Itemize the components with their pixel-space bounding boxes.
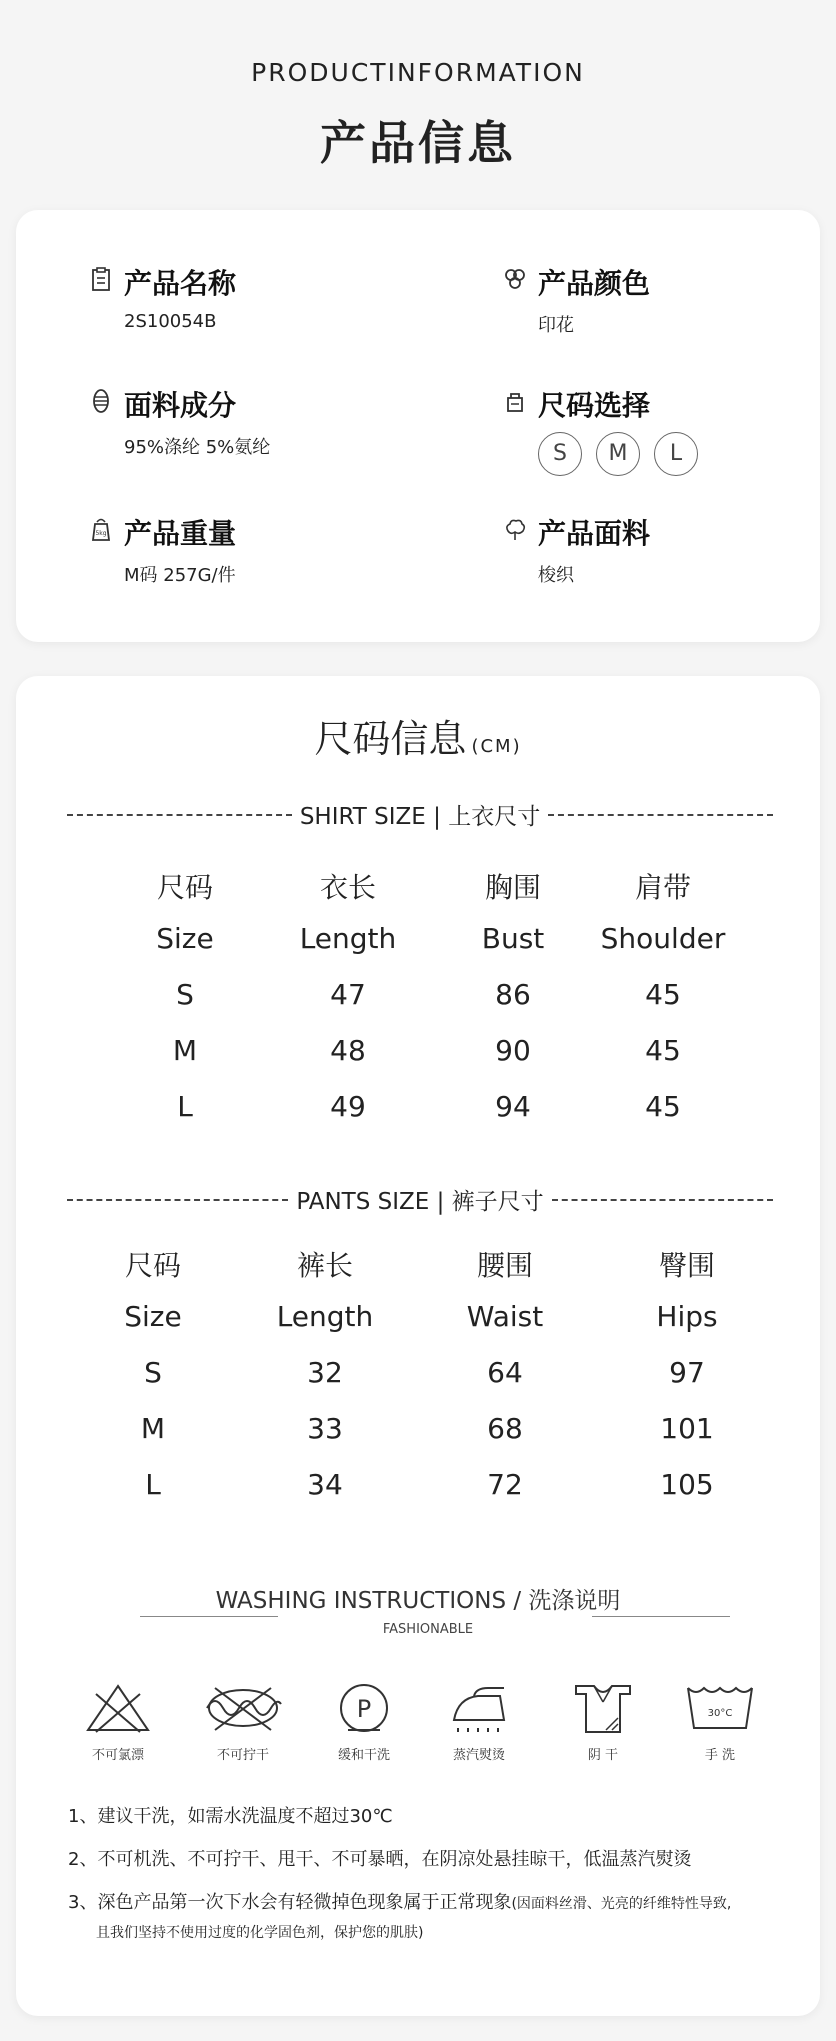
hand-wash-icon xyxy=(684,1680,756,1736)
size-info-title-text: 尺码信息 xyxy=(314,717,467,761)
table-cell: S xyxy=(176,978,194,1011)
wash-label: 缓和干洗 xyxy=(337,1748,390,1763)
table-cell: M xyxy=(140,1412,166,1445)
table-header-cn: 腰围 xyxy=(476,1249,533,1282)
table-header-cn: 肩带 xyxy=(634,871,691,904)
table-cell: 32 xyxy=(307,1356,343,1389)
size-info-title xyxy=(0,708,836,763)
weight-icon xyxy=(88,516,114,542)
dry-clean-icon xyxy=(336,1680,392,1736)
table-cell: 64 xyxy=(487,1356,523,1389)
table-cell: 49 xyxy=(330,1090,366,1123)
attr-fabric-value: 95%涤纶 5%氨纶 xyxy=(124,437,271,458)
attr-material-label: 产品面料 xyxy=(538,517,651,550)
attr-weight-label: 产品重量 xyxy=(124,517,237,550)
product-info-card xyxy=(16,210,820,642)
table-cell: M xyxy=(172,1034,198,1067)
table-cell: 72 xyxy=(487,1468,523,1501)
washing-title-rule-right xyxy=(592,1616,730,1617)
cotton-icon xyxy=(502,516,528,542)
svg-text:5kg: 5kg xyxy=(95,530,107,537)
attr-color-label: 产品颜色 xyxy=(538,267,651,300)
table-header-cn: 臀围 xyxy=(658,1249,715,1282)
table-header-cn: 胸围 xyxy=(484,871,541,904)
size-info-unit: (CM) xyxy=(471,736,522,757)
table-cell: 97 xyxy=(669,1356,705,1389)
wash-label: 不可氯漂 xyxy=(91,1748,144,1763)
page-title: 产品信息 xyxy=(320,116,516,170)
care-note-3 xyxy=(68,1888,788,1919)
attr-weight-value: M码 257G/件 xyxy=(124,565,236,586)
wash-item-no-bleach xyxy=(63,1680,173,1763)
table-cell: 94 xyxy=(495,1090,531,1123)
wash-item-no-wring xyxy=(188,1680,298,1763)
table-cell: 68 xyxy=(487,1412,523,1445)
table-header-cn: 尺码 xyxy=(124,1249,181,1282)
wash-item-steam-iron xyxy=(424,1680,534,1763)
table-header-cn: 尺码 xyxy=(156,871,213,904)
shirt-size-heading-text: SHIRT SIZE | 上衣尺寸 xyxy=(299,804,541,830)
table-header-en: Hips xyxy=(656,1300,718,1333)
table-header-en: Size xyxy=(156,922,214,955)
shade-dry-icon xyxy=(570,1680,636,1736)
care-note-2: 2、不可机洗、不可拧干、甩干、不可暴晒，在阴凉处悬挂晾干，低温蒸汽熨烫 xyxy=(68,1849,692,1870)
english-title: PRODUCTINFORMATION xyxy=(251,58,585,87)
care-note-3-continued: 且我们坚持不使用过度的化学固色剂，保护您的肌肤) xyxy=(96,1925,424,1941)
palette-icon xyxy=(502,266,528,292)
clipboard-icon xyxy=(88,266,114,292)
table-header-cn: 衣长 xyxy=(319,871,376,904)
washing-title: WASHING INSTRUCTIONS / 洗涤说明 xyxy=(215,1588,621,1614)
table-header-en: Waist xyxy=(466,1300,544,1333)
care-note-3-main: 3、深色产品第一次下水会有轻微掉色现象属于正常现象 xyxy=(68,1892,512,1913)
svg-text:P: P xyxy=(356,1695,372,1723)
table-header-en: Shoulder xyxy=(600,922,726,955)
wash-label: 不可拧干 xyxy=(216,1748,269,1763)
table-cell: 34 xyxy=(307,1468,343,1501)
washing-subtitle: FASHIONABLE xyxy=(382,1622,474,1637)
steam-iron-icon xyxy=(444,1680,514,1736)
wash-item-dry-clean xyxy=(309,1680,419,1763)
attr-fabric-label: 面料成分 xyxy=(124,389,237,422)
size-option-s[interactable]: S xyxy=(538,432,582,476)
washing-title-rule-left xyxy=(140,1616,278,1617)
care-note-1: 1、建议干洗，如需水洗温度不超过30℃ xyxy=(68,1806,393,1827)
table-header-en: Bust xyxy=(481,922,545,955)
table-cell: 45 xyxy=(645,1034,681,1067)
table-header-en: Size xyxy=(124,1300,182,1333)
table-header-en: Length xyxy=(276,1300,374,1333)
table-header-cn: 裤长 xyxy=(296,1249,353,1282)
pants-size-heading xyxy=(67,1183,773,1216)
table-cell: 90 xyxy=(495,1034,531,1067)
table-cell: 105 xyxy=(660,1468,714,1501)
wash-item-hand-wash xyxy=(665,1680,775,1763)
attr-size-label: 尺码选择 xyxy=(538,389,651,422)
no-bleach-icon xyxy=(82,1680,154,1736)
wash-label: 阴 干 xyxy=(587,1748,619,1763)
table-cell: L xyxy=(145,1468,161,1501)
table-cell: S xyxy=(144,1356,162,1389)
hand-wash-temp: 30°C xyxy=(707,1708,733,1719)
table-cell: 45 xyxy=(645,1090,681,1123)
care-note-3-detail: (因面料丝滑、光亮的纤维特性导致, xyxy=(511,1896,732,1912)
wash-label: 蒸汽熨烫 xyxy=(452,1748,505,1763)
attr-name-label: 产品名称 xyxy=(124,267,237,300)
size-tag-icon xyxy=(502,388,528,414)
attr-material-value: 梭织 xyxy=(538,565,574,586)
wash-label: 手 洗 xyxy=(704,1748,736,1763)
table-header-en: Length xyxy=(299,922,397,955)
size-option-l[interactable]: L xyxy=(654,432,698,476)
attr-color-value: 印花 xyxy=(538,315,574,336)
table-cell: 48 xyxy=(330,1034,366,1067)
size-option-m[interactable]: M xyxy=(596,432,640,476)
no-wring-icon xyxy=(201,1680,285,1736)
table-cell: 101 xyxy=(660,1412,714,1445)
table-cell: 47 xyxy=(330,978,366,1011)
table-cell: L xyxy=(177,1090,193,1123)
table-cell: 86 xyxy=(495,978,531,1011)
pants-size-heading-text: PANTS SIZE | 裤子尺寸 xyxy=(296,1189,544,1215)
attr-name-value: 2S10054B xyxy=(124,311,217,332)
table-cell: 45 xyxy=(645,978,681,1011)
table-cell: 33 xyxy=(307,1412,343,1445)
wash-item-shade-dry xyxy=(548,1680,658,1763)
shirt-size-heading xyxy=(67,798,773,831)
yarn-icon xyxy=(88,388,114,414)
